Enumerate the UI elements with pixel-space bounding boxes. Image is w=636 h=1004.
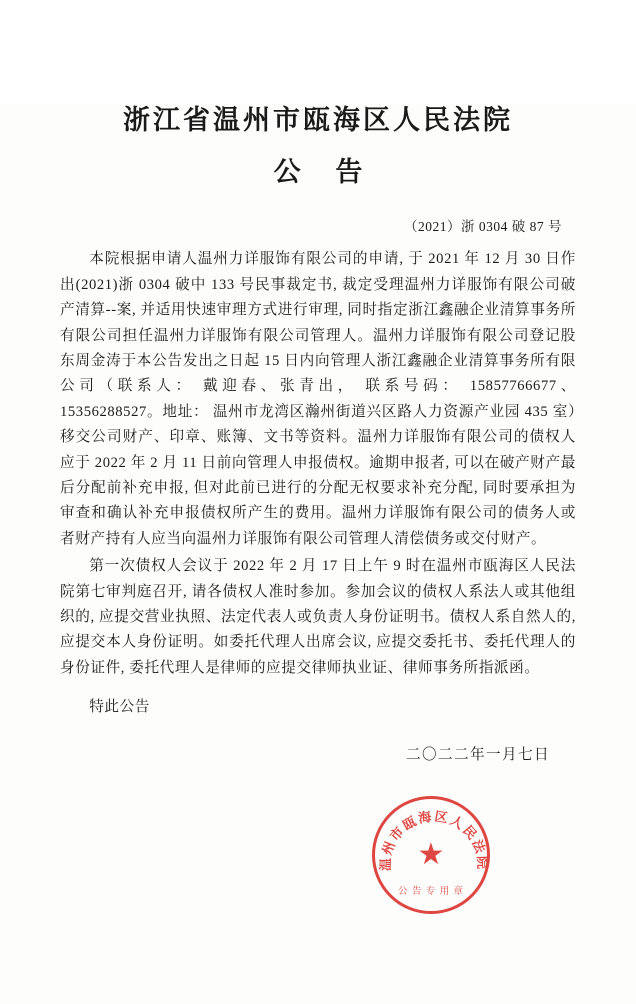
paragraph: 第一次债权人会议于 2022 年 2 月 17 日上午 9 时在温州市瓯海区人民法院第七审判庭召开, 请各债权人准时参加。参加会议的债权人系法人或其他组织的, 应提交营业执照、法定代表人或负责人身份证明书。债权人系自然人的, 应提交本人身份证明。如委托代理人出席会议, 应提交委托书、委托代理人的身份证件, 委托代理人是律师的应提交律师执业证、律师事务所指派函。 bbox=[60, 558, 576, 676]
official-seal-stamp bbox=[372, 796, 490, 914]
document-body bbox=[60, 247, 576, 681]
court-title: 浙江省温州市瓯海区人民法院 bbox=[123, 105, 513, 135]
seal-bottom-label: 公 告 专 用 章 bbox=[397, 887, 464, 897]
case-number: （2021）浙 0304 破 87 号 bbox=[404, 219, 562, 235]
document-page bbox=[0, 104, 636, 1004]
document-type-heading: 公 告 bbox=[273, 157, 377, 188]
document-date: 二〇二二年一月七日 bbox=[406, 746, 550, 763]
closing-statement: 特此公告 bbox=[89, 699, 150, 716]
seal-arc-text bbox=[375, 799, 493, 917]
seal-arc-label: 温州市瓯海区人民法院 bbox=[377, 808, 491, 872]
star-icon: ★ bbox=[417, 838, 445, 871]
svg-text:温州市瓯海区人民法院 bbox=[378, 809, 490, 872]
seal-inner-ring bbox=[375, 799, 487, 911]
paragraph: 本院根据申请人温州力详服饰有限公司的申请, 于 2021 年 12 月 30 日作出(2021)浙 0304 破中 133 号民事裁定书, 裁定受理温州力详服饰有限公司破产清算--案, 并适用快速审理方式进行审理, 同时指定浙江鑫融企业清算事务所有限公司担任温州力详服饰有限公司管理人。温州力详服饰有限公司登记股东周金涛于本公告发出之日起 15 日内向管理人浙江鑫融企业清算事务所有限公司（联系人： 戴迎春、张青出， 联系号码： 15857766677、15356288527。地址： 温州市龙湾区瀚州街道兴区路人力资源产业园 435 室）移交公司财产、印章、账簿、文书等资料。温州力详服饰有限公司的债权人应于 2022 年 2 月 11 日前向管理人申报债权。逾期申报者, 可以在破产财产最后分配前补充申报, 但对此前已进行的分配无权要求补充分配, 同时要承担为审查和确认补充申报债权所产生的费用。温州力详服饰有限公司的债务人或者财产持有人应当向温州力详服饰有限公司管理人清偿债务或交付财产。 bbox=[60, 251, 576, 547]
